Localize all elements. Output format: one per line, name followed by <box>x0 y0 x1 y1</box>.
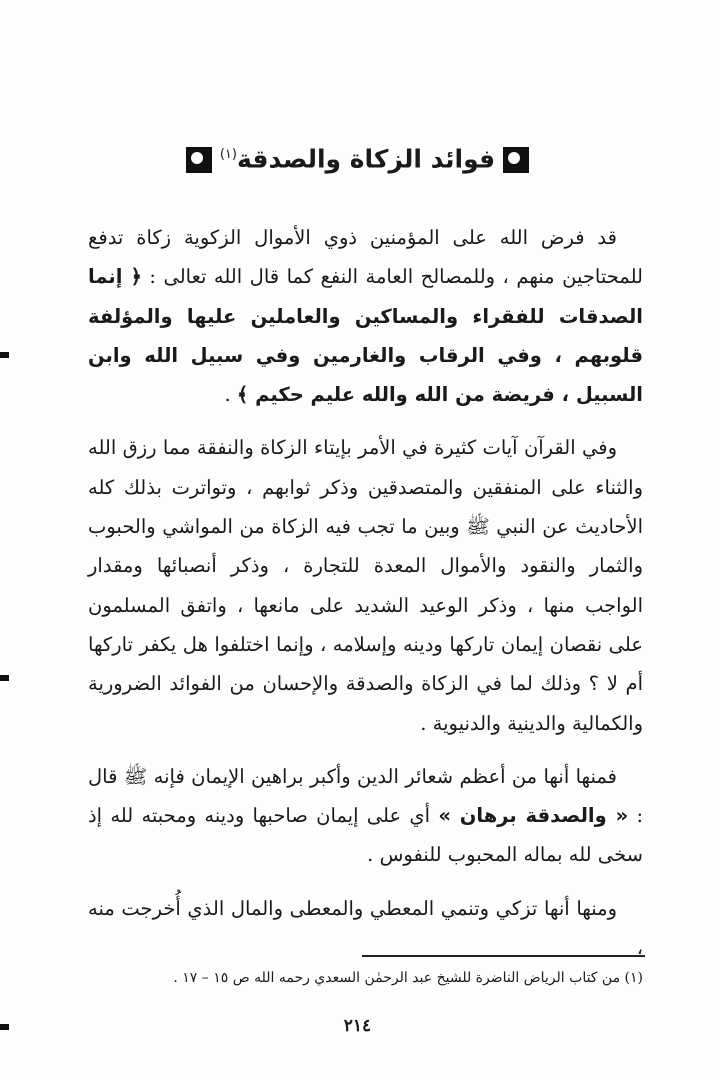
margin-mark <box>0 1024 9 1030</box>
paragraph-1-end: . <box>224 383 237 407</box>
paragraph-1 <box>88 218 643 414</box>
paragraph-1-intro: قد فرض الله على المؤمنين ذوي الأموال الزكوية زكاة تدفع للمحتاجين منهم ، وللمصالح العامة النفع كما قال الله تعالى : <box>88 226 643 289</box>
body-text <box>88 218 643 981</box>
paragraph-3-rest: أي على إيمان صاحبها ودينه ومحبته لله إذ سخى لله بماله المحبوب للنفوس . <box>88 804 643 867</box>
hadith-quote: « والصدقة برهان » <box>438 804 629 828</box>
footnote-reference: (١) <box>219 147 237 162</box>
footnote: (١) من كتاب الرياض الناضرة للشيخ عبد الرحمٰن السعدي رحمه الله ص ١٥ – ١٧ . <box>173 970 643 986</box>
paragraph-2: وفي القرآن آيات كثيرة في الأمر بإيتاء الزكاة والنفقة مما رزق الله والثناء على المنفقين والمتصدقين وذكر ثوابهم ، وتواترت بذلك كله الأحاديث عن النبي ﷺ وبين ما تجب فيه الزكاة من المواشي والحبوب والثمار والنقود والأموال المعدة للتجارة ، وذكر أنصبائها ومقدار الواجب منها ، وذكر الوعيد الشديد على مانعها ، واتفق المسلمون على نقصان إيمان تاركها ودينه وإسلامه ، وإنما اختلفوا هل يكفر تاركها أم لا ؟ وذلك لما في الزكاة والصدقة والإحسان من الفوائد الضرورية والكمالية والدينية والدنيوية . <box>88 436 643 735</box>
paragraph-3 <box>88 757 643 875</box>
paragraph-4: ومنها أنها تزكي وتنمي المعطي والمعطى والمال الذي أُخرجت منه ، <box>88 896 643 960</box>
margin-mark <box>0 675 9 681</box>
section-title-text: فوائد الزكاة والصدقة <box>236 144 496 174</box>
margin-mark <box>0 352 9 358</box>
ornament-right-icon <box>503 147 529 173</box>
footnote-divider <box>362 955 645 957</box>
paragraph-3-intro: فمنها أنها من أعظم شعائر الدين وأكبر براهين الإيمان فإنه ﷺ قال : <box>88 764 644 828</box>
ornament-left-icon <box>186 147 212 173</box>
page-number: ٢١٤ <box>343 1016 372 1036</box>
quran-verse: ﴿ إنما الصدقات للفقراء والمساكين والعاملين عليها والمؤلفة قلوبهم ، وفي الرقاب والغارمين وفي سبيل الله وابن السبيل ، فريضة من الله والله عليم حكيم ﴾ <box>88 265 643 407</box>
section-title <box>0 135 715 179</box>
